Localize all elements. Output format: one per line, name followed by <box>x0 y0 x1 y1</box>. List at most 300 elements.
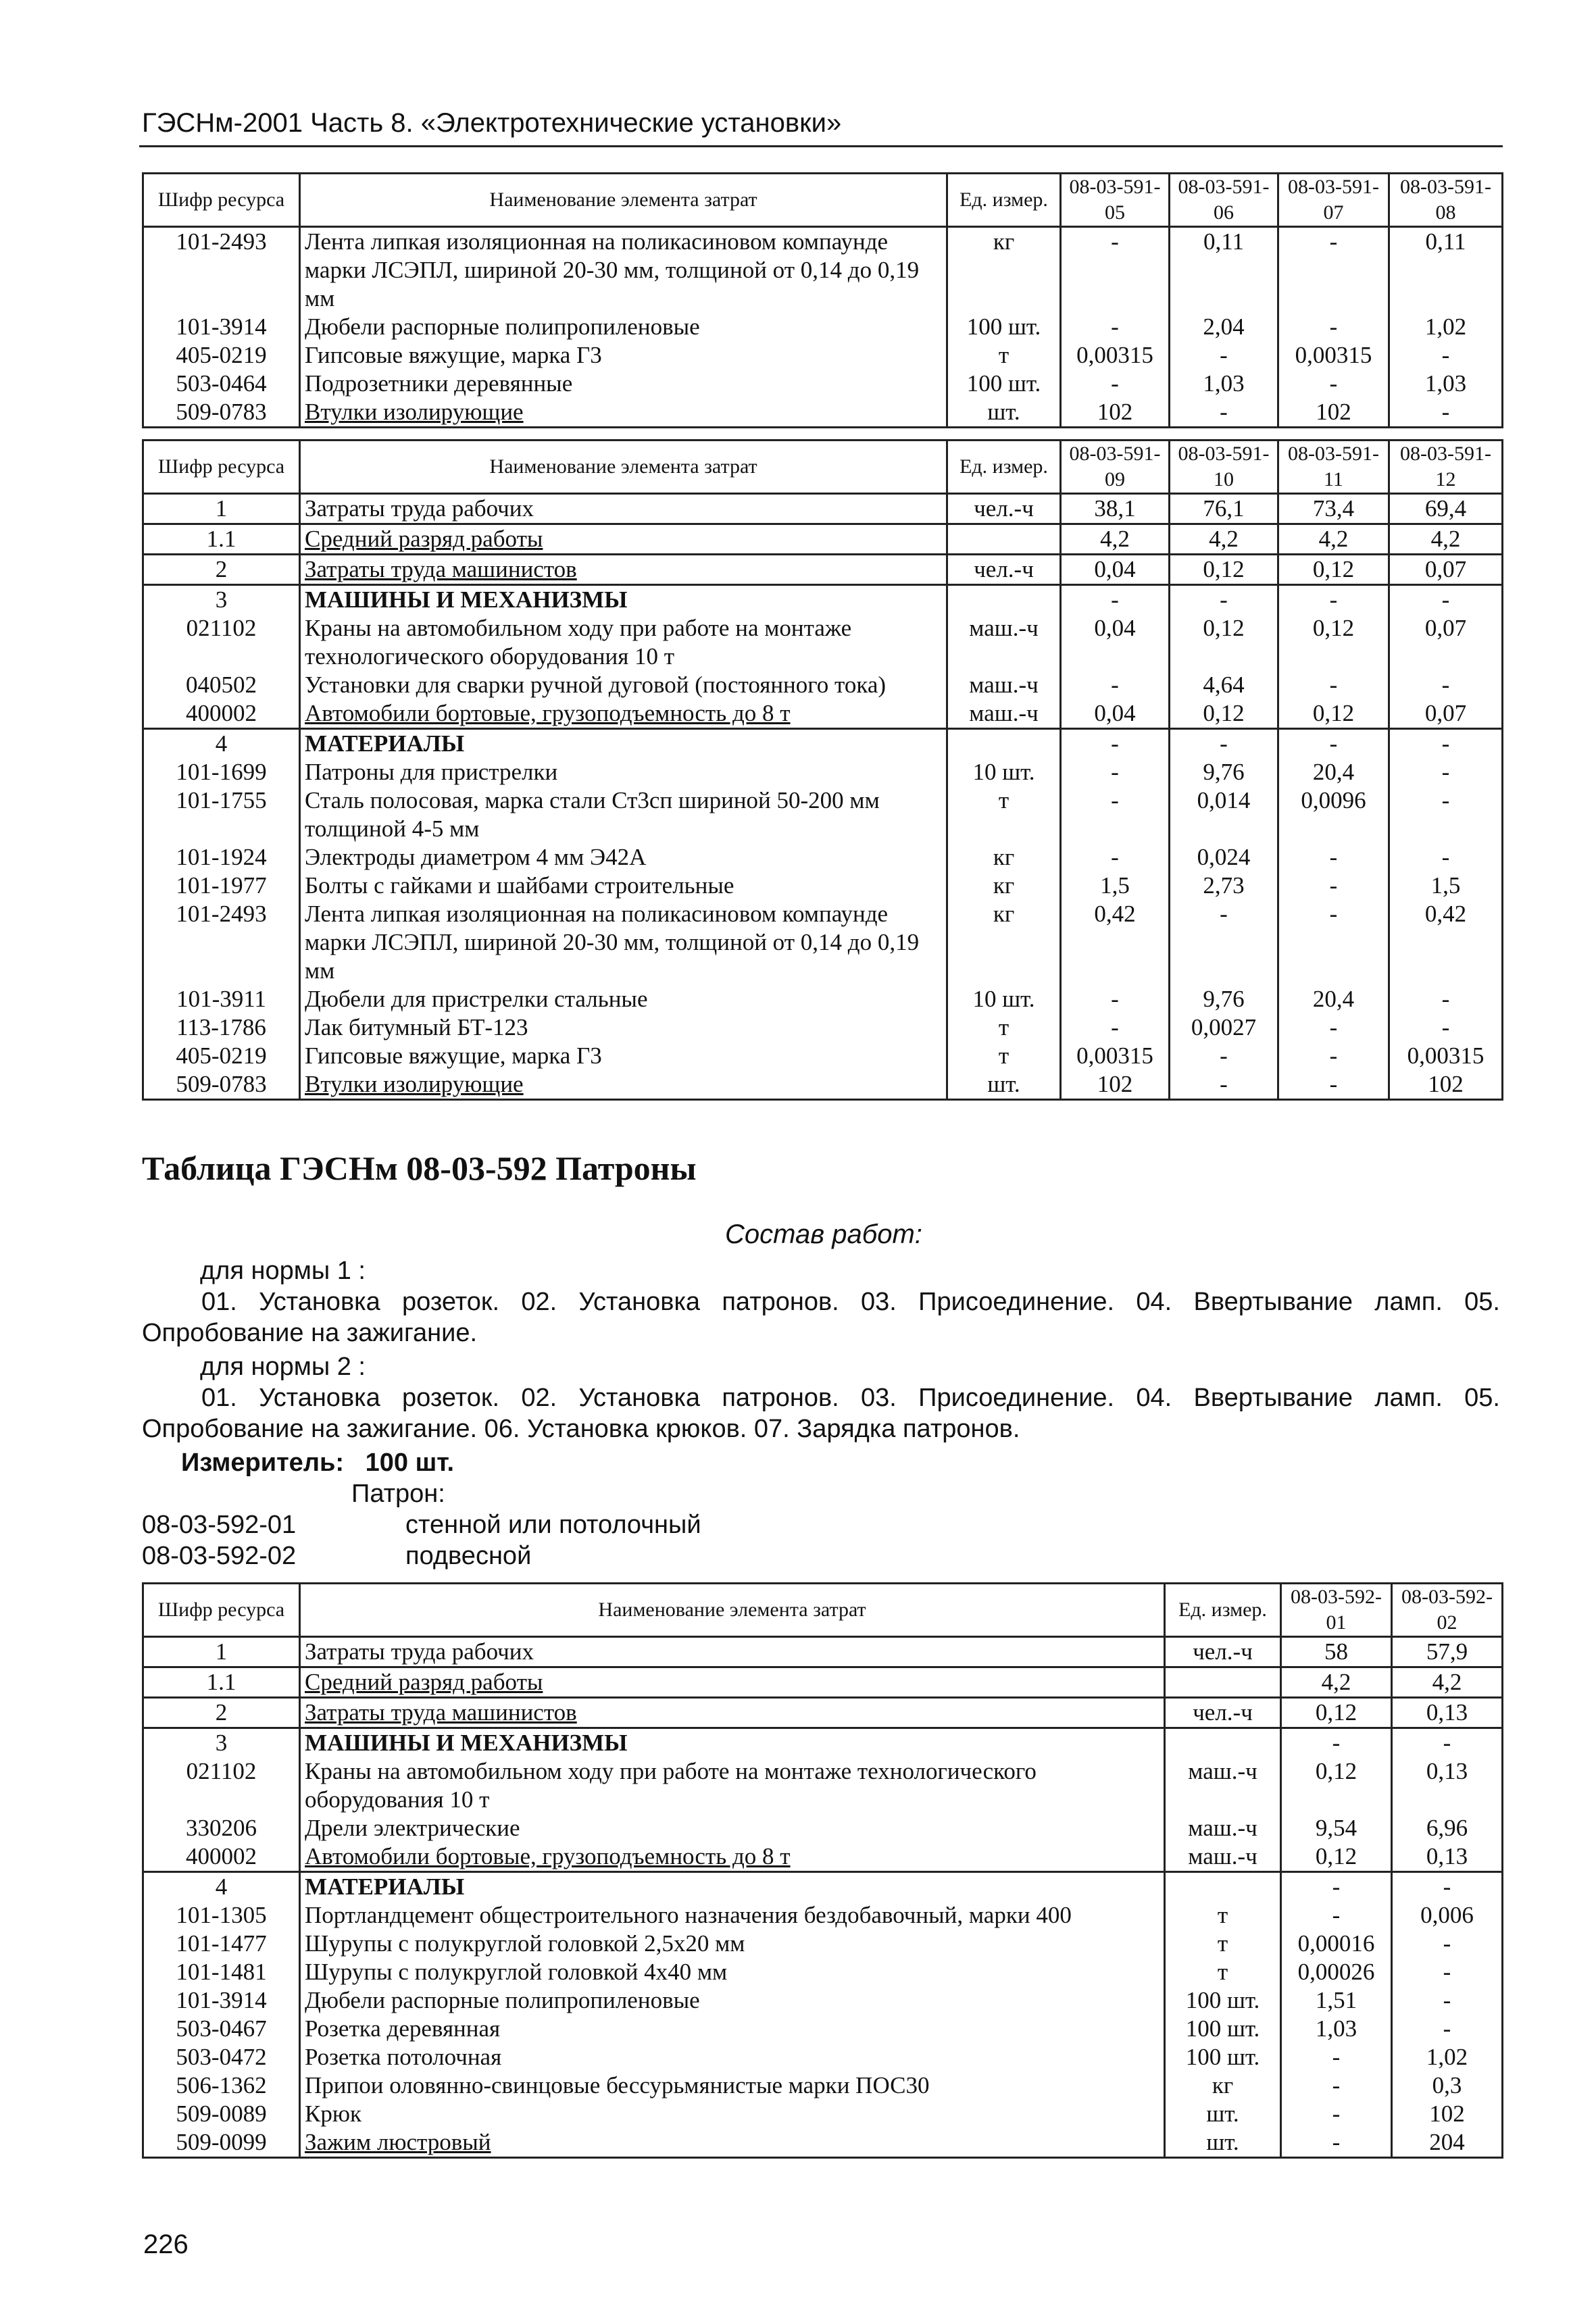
table-row <box>143 758 1503 786</box>
table-row <box>143 1986 1503 2015</box>
table-row <box>143 1667 1503 1698</box>
column-header: Ед. измер. <box>947 174 1061 227</box>
norm-value: 0,13 <box>1392 1842 1503 1872</box>
unit: т <box>947 341 1061 370</box>
norm-value: - <box>1278 671 1389 699</box>
resource-name: Крюк <box>300 2100 1165 2128</box>
running-header: ГЭСНм-2001 Часть 8. «Электротехнические установки» <box>142 108 842 138</box>
column-header: 08-03-591-06 <box>1170 174 1278 227</box>
norm-value: - <box>1389 585 1503 615</box>
norm-value: - <box>1278 872 1389 900</box>
norm-value: - <box>1392 2015 1503 2043</box>
column-header: 08-03-591-07 <box>1278 174 1389 227</box>
norm-value: - <box>1278 585 1389 615</box>
norm-value: - <box>1389 786 1503 843</box>
resource-name: Патроны для пристрелки <box>300 758 947 786</box>
resource-name: Шурупы с полукруглой головкой 4x40 мм <box>300 1958 1165 1986</box>
norm-value: 0,04 <box>1061 614 1170 671</box>
norm-value: 20,4 <box>1278 985 1389 1013</box>
unit <box>1165 1872 1281 1902</box>
resource-name: Затраты труда машинистов <box>300 1698 1165 1728</box>
table-row <box>143 1814 1503 1842</box>
norm2-text: 01. Установка розеток. 02. Установка патронов. 03. Присоединение. 04. Ввертывание ламп. 05. Опробование на зажигание. 06. Установка крюков. 07. Зарядка патронов. <box>142 1384 1500 1443</box>
norm-value: 0,12 <box>1281 1757 1392 1814</box>
table-row <box>143 370 1503 398</box>
norm-value: 0,00026 <box>1281 1958 1392 1986</box>
norm-value: 2,73 <box>1170 872 1278 900</box>
norm-desc-2: подвесной <box>405 1542 532 1570</box>
norm-value: - <box>1170 900 1278 985</box>
unit <box>947 524 1061 555</box>
norm-value: 4,2 <box>1061 524 1170 555</box>
norm-value: 0,42 <box>1061 900 1170 985</box>
resource-code: 509-0783 <box>143 398 300 428</box>
norm-value: 0,00315 <box>1061 1042 1170 1070</box>
resource-code: 4 <box>143 729 300 759</box>
resource-name: Электроды диаметром 4 мм Э42А <box>300 843 947 872</box>
column-header: Наименование элемента затрат <box>300 174 947 227</box>
resource-name: Дрели электрические <box>300 1814 1165 1842</box>
resource-name: МАТЕРИАЛЫ <box>300 1872 1165 1902</box>
unit: 100 шт. <box>947 313 1061 341</box>
resource-code: 101-1755 <box>143 786 300 843</box>
table-row <box>143 985 1503 1013</box>
resource-name: Автомобили бортовые, грузоподъемность до 8 т <box>300 1842 1165 1872</box>
unit: 10 шт. <box>947 758 1061 786</box>
resource-code: 503-0472 <box>143 2043 300 2071</box>
unit: кг <box>1165 2071 1281 2100</box>
norm-value: 73,4 <box>1278 494 1389 524</box>
norm-value: - <box>1170 585 1278 615</box>
unit: 100 шт. <box>1165 2043 1281 2071</box>
resource-code: 3 <box>143 1728 300 1758</box>
resource-name: МАШИНЫ И МЕХАНИЗМЫ <box>300 1728 1165 1758</box>
norm-value: 20,4 <box>1278 758 1389 786</box>
norm-value: - <box>1170 729 1278 759</box>
norm-value: - <box>1278 729 1389 759</box>
table-row <box>143 341 1503 370</box>
resource-name: Болты с гайками и шайбами строительные <box>300 872 947 900</box>
unit: чел.-ч <box>947 494 1061 524</box>
resource-name: Сталь полосовая, марка стали Ст3сп шириной 50-200 мм толщиной 4-5 мм <box>300 786 947 843</box>
norm-value: 1,51 <box>1281 1986 1392 2015</box>
norm-value: - <box>1389 671 1503 699</box>
resource-code: 330206 <box>143 1814 300 1842</box>
column-header: 08-03-591-12 <box>1389 441 1503 494</box>
unit: т <box>1165 1958 1281 1986</box>
norm-value: 0,00016 <box>1281 1930 1392 1958</box>
norm-value: 0,12 <box>1278 555 1389 585</box>
resource-name: Затраты труда рабочих <box>300 1637 1165 1667</box>
norm-value: - <box>1281 1872 1392 1902</box>
resource-code: 101-1305 <box>143 1901 300 1930</box>
norm-value: 0,00315 <box>1389 1042 1503 1070</box>
unit: шт. <box>1165 2128 1281 2158</box>
unit: кг <box>947 227 1061 313</box>
table-row <box>143 1930 1503 1958</box>
resource-name: МАТЕРИАЛЫ <box>300 729 947 759</box>
norm-value: - <box>1392 1958 1503 1986</box>
norm-value: - <box>1061 985 1170 1013</box>
resource-name: Гипсовые вяжущие, марка Г3 <box>300 1042 947 1070</box>
table-row <box>143 524 1503 555</box>
norm-value: - <box>1281 1901 1392 1930</box>
norm-value: - <box>1281 2128 1392 2158</box>
table-row <box>143 313 1503 341</box>
resource-name: Припои оловянно-свинцовые бессурьмянистые марки ПОС30 <box>300 2071 1165 2100</box>
resource-code: 2 <box>143 1698 300 1728</box>
norm-value: - <box>1389 843 1503 872</box>
norm-desc-1: стенной или потолочный <box>405 1511 701 1539</box>
norm-value: 1,03 <box>1170 370 1278 398</box>
table-row <box>143 585 1503 615</box>
norm-value: - <box>1392 1930 1503 1958</box>
norm-value: 102 <box>1061 398 1170 428</box>
norm-value: 0,07 <box>1389 555 1503 585</box>
resource-code: 101-1699 <box>143 758 300 786</box>
unit: маш.-ч <box>947 614 1061 671</box>
column-header: Наименование элемента затрат <box>300 441 947 494</box>
table-row <box>143 2128 1503 2158</box>
resource-code: 2 <box>143 555 300 585</box>
table-row <box>143 555 1503 585</box>
resource-code: 1 <box>143 494 300 524</box>
resource-name: Автомобили бортовые, грузоподъемность до 8 т <box>300 699 947 729</box>
resource-code: 101-2493 <box>143 900 300 985</box>
resource-name: Розетка потолочная <box>300 2043 1165 2071</box>
resource-code: 101-1977 <box>143 872 300 900</box>
norm-value: - <box>1278 843 1389 872</box>
norm-value: - <box>1278 1013 1389 1042</box>
resource-code: 101-3911 <box>143 985 300 1013</box>
norm-value: - <box>1061 729 1170 759</box>
unit: 100 шт. <box>1165 1986 1281 2015</box>
resource-name: Втулки изолирующие <box>300 398 947 428</box>
unit: шт. <box>947 398 1061 428</box>
table-row <box>143 1958 1503 1986</box>
resource-code: 101-1481 <box>143 1958 300 1986</box>
norm-value: 57,9 <box>1392 1637 1503 1667</box>
column-header: Наименование элемента затрат <box>300 1584 1165 1637</box>
unit: шт. <box>947 1070 1061 1100</box>
resource-code: 509-0089 <box>143 2100 300 2128</box>
norm-value: - <box>1170 1042 1278 1070</box>
resource-name: Краны на автомобильном ходу при работе на монтаже технологического оборудования 10 т <box>300 614 947 671</box>
norm-value: - <box>1281 2071 1392 2100</box>
norm-value: - <box>1061 843 1170 872</box>
column-header: 08-03-592-01 <box>1281 1584 1392 1637</box>
table-row <box>143 872 1503 900</box>
norm-value: 0,0027 <box>1170 1013 1278 1042</box>
unit: 100 шт. <box>947 370 1061 398</box>
norm-value: 0,07 <box>1389 699 1503 729</box>
norm-value: 0,3 <box>1392 2071 1503 2100</box>
norm-value: - <box>1392 1728 1503 1758</box>
norm-code-1: 08-03-592-01 <box>142 1511 297 1539</box>
unit: маш.-ч <box>1165 1842 1281 1872</box>
norm-value: 0,04 <box>1061 699 1170 729</box>
unit: чел.-ч <box>947 555 1061 585</box>
resource-name: Подрозетники деревянные <box>300 370 947 398</box>
unit: чел.-ч <box>1165 1698 1281 1728</box>
unit: маш.-ч <box>947 699 1061 729</box>
resource-code: 101-1477 <box>143 1930 300 1958</box>
resource-name: Дюбели для пристрелки стальные <box>300 985 947 1013</box>
unit: чел.-ч <box>1165 1637 1281 1667</box>
unit: кг <box>947 900 1061 985</box>
resource-code: 101-3914 <box>143 313 300 341</box>
table-row <box>143 1637 1503 1667</box>
unit <box>1165 1728 1281 1758</box>
resource-name: Зажим люстровый <box>300 2128 1165 2158</box>
unit: т <box>947 786 1061 843</box>
resource-code: 101-2493 <box>143 227 300 313</box>
table-row <box>143 1013 1503 1042</box>
table-row <box>143 1728 1503 1758</box>
norm1-label: для нормы 1 : <box>200 1257 366 1285</box>
resource-code: 503-0464 <box>143 370 300 398</box>
column-header: Шифр ресурса <box>143 441 300 494</box>
norm-value: - <box>1281 2100 1392 2128</box>
norm-value: - <box>1061 758 1170 786</box>
norm-value: 9,76 <box>1170 758 1278 786</box>
unit: кг <box>947 843 1061 872</box>
norm-value: - <box>1281 2043 1392 2071</box>
resource-code: 509-0099 <box>143 2128 300 2158</box>
column-header: 08-03-591-10 <box>1170 441 1278 494</box>
column-header: Шифр ресурса <box>143 1584 300 1637</box>
norm-value: - <box>1061 671 1170 699</box>
norm-value: 6,96 <box>1392 1814 1503 1842</box>
norm-value: 0,42 <box>1389 900 1503 985</box>
table-row <box>143 2043 1503 2071</box>
norm-value: 4,2 <box>1389 524 1503 555</box>
column-header: 08-03-592-02 <box>1392 1584 1503 1637</box>
unit: маш.-ч <box>1165 1814 1281 1842</box>
norm-value: 0,12 <box>1170 614 1278 671</box>
column-header: 08-03-591-09 <box>1061 441 1170 494</box>
resource-name: Дюбели распорные полипропиленовые <box>300 1986 1165 2015</box>
norm-value: - <box>1170 398 1278 428</box>
unit: 10 шт. <box>947 985 1061 1013</box>
resource-table-592 <box>142 1582 1503 2159</box>
resource-name: Затраты труда машинистов <box>300 555 947 585</box>
norm-value: - <box>1170 1070 1278 1100</box>
norm-value: 0,12 <box>1278 699 1389 729</box>
resource-name: МАШИНЫ И МЕХАНИЗМЫ <box>300 585 947 615</box>
table-row <box>143 1901 1503 1930</box>
norm-value: 0,12 <box>1170 699 1278 729</box>
table-row <box>143 699 1503 729</box>
table-row <box>143 1698 1503 1728</box>
norm-value: - <box>1061 313 1170 341</box>
norm-value: - <box>1061 370 1170 398</box>
table-row <box>143 786 1503 843</box>
norm-value: 0,11 <box>1389 227 1503 313</box>
resource-name: Лента липкая изоляционная на поликасиновом компаунде марки ЛСЭПЛ, шириной 20-30 мм, толщиной от 0,14 до 0,19 мм <box>300 227 947 313</box>
norm-value: - <box>1061 1013 1170 1042</box>
norm-value: - <box>1392 1872 1503 1902</box>
norm-value: - <box>1278 227 1389 313</box>
norm-value: 0,00315 <box>1278 341 1389 370</box>
norm-value: 2,04 <box>1170 313 1278 341</box>
norm-value: - <box>1389 758 1503 786</box>
unit: т <box>947 1042 1061 1070</box>
work-composition-label: Состав работ: <box>725 1219 922 1249</box>
norm-code-2: 08-03-592-02 <box>142 1542 297 1570</box>
table-row <box>143 398 1503 428</box>
table-row <box>143 1842 1503 1872</box>
column-header: Ед. измер. <box>1165 1584 1281 1637</box>
norm-value: - <box>1061 227 1170 313</box>
resource-name: Гипсовые вяжущие, марка Г3 <box>300 341 947 370</box>
header-rule <box>139 145 1503 147</box>
norm-value: 4,2 <box>1170 524 1278 555</box>
resource-code: 021102 <box>143 614 300 671</box>
resource-code: 506-1362 <box>143 2071 300 2100</box>
norm-value: 69,4 <box>1389 494 1503 524</box>
resource-name: Краны на автомобильном ходу при работе на монтаже технологического оборудования 10 т <box>300 1757 1165 1814</box>
norm-value: - <box>1281 1728 1392 1758</box>
table-row <box>143 227 1503 313</box>
norm-value: 0,12 <box>1170 555 1278 585</box>
table-row <box>143 2015 1503 2043</box>
table-row <box>143 2071 1503 2100</box>
meter-line: Измеритель: 100 шт. <box>181 1449 455 1477</box>
table-row <box>143 494 1503 524</box>
resource-code: 400002 <box>143 699 300 729</box>
table-row <box>143 1042 1503 1070</box>
norm-value: 102 <box>1389 1070 1503 1100</box>
norm-value: 0,04 <box>1061 555 1170 585</box>
unit: т <box>1165 1901 1281 1930</box>
norm-value: 0,024 <box>1170 843 1278 872</box>
norm-value: - <box>1278 313 1389 341</box>
resource-code: 1 <box>143 1637 300 1667</box>
resource-code: 1.1 <box>143 1667 300 1698</box>
norm-value: 1,5 <box>1389 872 1503 900</box>
resource-name: Установки для сварки ручной дуговой (постоянного тока) <box>300 671 947 699</box>
unit: т <box>1165 1930 1281 1958</box>
norm-value: 58 <box>1281 1637 1392 1667</box>
table-row <box>143 1070 1503 1100</box>
resource-table-591-05-08 <box>142 172 1503 428</box>
norm-value: 0,006 <box>1392 1901 1503 1930</box>
resource-name: Втулки изолирующие <box>300 1070 947 1100</box>
norm-value: - <box>1061 585 1170 615</box>
resource-name: Средний разряд работы <box>300 524 947 555</box>
resource-table-591-09-12 <box>142 439 1503 1101</box>
unit: т <box>947 1013 1061 1042</box>
norm-value: - <box>1392 1986 1503 2015</box>
norm-value: 0,0096 <box>1278 786 1389 843</box>
resource-code: 509-0783 <box>143 1070 300 1100</box>
norm-value: 9,76 <box>1170 985 1278 1013</box>
norm-value: - <box>1061 786 1170 843</box>
norm1-text: 01. Установка розеток. 02. Установка патронов. 03. Присоединение. 04. Ввертывание ламп. 05. Опробование на зажигание. <box>142 1288 1500 1347</box>
resource-code: 503-0467 <box>143 2015 300 2043</box>
norm-value: 9,54 <box>1281 1814 1392 1842</box>
norm-value: - <box>1389 729 1503 759</box>
resource-code: 021102 <box>143 1757 300 1814</box>
norm-value: - <box>1278 1070 1389 1100</box>
table-row <box>143 671 1503 699</box>
table-row <box>143 843 1503 872</box>
norm-value: 1,03 <box>1389 370 1503 398</box>
resource-code: 4 <box>143 1872 300 1902</box>
norm-value: 102 <box>1392 2100 1503 2128</box>
norm-value: - <box>1278 900 1389 985</box>
column-header: Ед. измер. <box>947 441 1061 494</box>
resource-name: Средний разряд работы <box>300 1667 1165 1698</box>
norm-value: 0,13 <box>1392 1757 1503 1814</box>
norm-value: - <box>1389 341 1503 370</box>
resource-code: 400002 <box>143 1842 300 1872</box>
norm-value: 204 <box>1392 2128 1503 2158</box>
column-header: 08-03-591-11 <box>1278 441 1389 494</box>
norm-value: 4,2 <box>1392 1667 1503 1698</box>
resource-name: Дюбели распорные полипропиленовые <box>300 313 947 341</box>
table-row <box>143 1757 1503 1814</box>
norm-value: 4,64 <box>1170 671 1278 699</box>
table-row <box>143 2100 1503 2128</box>
norm-value: 0,11 <box>1170 227 1278 313</box>
norm-value: 76,1 <box>1170 494 1278 524</box>
unit: кг <box>947 872 1061 900</box>
norm-value: 38,1 <box>1061 494 1170 524</box>
norm-value: - <box>1278 370 1389 398</box>
resource-code: 101-1924 <box>143 843 300 872</box>
resource-code: 113-1786 <box>143 1013 300 1042</box>
norm-value: - <box>1278 1042 1389 1070</box>
unit <box>947 585 1061 615</box>
resource-name: Лак битумный БТ-123 <box>300 1013 947 1042</box>
table-row <box>143 614 1503 671</box>
table-row <box>143 1872 1503 1902</box>
unit: маш.-ч <box>1165 1757 1281 1814</box>
resource-code: 3 <box>143 585 300 615</box>
norm-value: 0,014 <box>1170 786 1278 843</box>
norm-value: 1,03 <box>1281 2015 1392 2043</box>
norm-value: 0,13 <box>1392 1698 1503 1728</box>
norm-value: 0,12 <box>1278 614 1389 671</box>
resource-name: Розетка деревянная <box>300 2015 1165 2043</box>
resource-name: Шурупы с полукруглой головкой 2,5x20 мм <box>300 1930 1165 1958</box>
norm-value: - <box>1389 1013 1503 1042</box>
resource-name: Затраты труда рабочих <box>300 494 947 524</box>
unit <box>1165 1667 1281 1698</box>
norm-value: 4,2 <box>1278 524 1389 555</box>
norm-value: 0,00315 <box>1061 341 1170 370</box>
norm-value: 4,2 <box>1281 1667 1392 1698</box>
norm-value: 0,12 <box>1281 1842 1392 1872</box>
norm-value: - <box>1389 398 1503 428</box>
resource-name: Портландцемент общестроительного назначения бездобавочный, марки 400 <box>300 1901 1165 1930</box>
unit: 100 шт. <box>1165 2015 1281 2043</box>
norm-value: - <box>1170 341 1278 370</box>
table-row <box>143 729 1503 759</box>
page-number: 226 <box>143 2230 189 2259</box>
unit: маш.-ч <box>947 671 1061 699</box>
norm-value: 0,07 <box>1389 614 1503 671</box>
patron-label: Патрон: <box>351 1480 445 1508</box>
resource-code: 405-0219 <box>143 341 300 370</box>
norm-value: 102 <box>1061 1070 1170 1100</box>
norm2-label: для нормы 2 : <box>200 1353 366 1381</box>
norm-value: - <box>1389 985 1503 1013</box>
table-row <box>143 900 1503 985</box>
resource-name: Лента липкая изоляционная на поликасиновом компаунде марки ЛСЭПЛ, шириной 20-30 мм, толщиной от 0,14 до 0,19 мм <box>300 900 947 985</box>
